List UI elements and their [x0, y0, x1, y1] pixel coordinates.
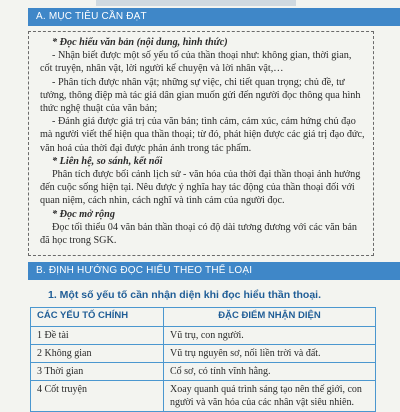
header-factor: CÁC YẾU TỐ CHÍNH	[31, 308, 164, 327]
row-factor: 2 Không gian	[31, 345, 164, 363]
reading-heading: * Đọc hiểu văn bản (nội dung, hình thức)	[52, 37, 228, 48]
subsection-title: 1. Một số yếu tố cần nhận diện khi đọc hiểu thần thoại.	[48, 289, 322, 301]
extend-text: Đọc tối thiểu 04 văn bản thần thoại có độ dài tương đương với các văn bản đã học trong SGK.	[40, 221, 358, 247]
table-header-row	[31, 308, 376, 327]
table-row	[31, 345, 376, 363]
section-b-header: B. ĐỊNH HƯỚNG ĐỌC HIỂU THEO THỂ LOẠI	[28, 262, 400, 280]
row-feature: Vũ trụ nguyên sơ, nối liền trời và đất.	[164, 345, 376, 363]
table-row	[31, 381, 376, 412]
table-row	[31, 327, 376, 345]
objectives-content	[40, 36, 366, 247]
table-row	[31, 363, 376, 381]
extend-heading: * Đọc mở rộng	[52, 208, 115, 220]
connect-heading: * Liên hệ, so sánh, kết nối	[52, 155, 163, 167]
reading-item-3: - Đánh giá được giá trị của văn bản; tình cảm, cảm xúc, cảm hứng chủ đạo mà người viết thể hiện qua thần thoại; từ đó, phát hiện được các giá trị đạo đức, văn hoá của thời đại được phản ánh trong tác phẩm.	[40, 116, 365, 154]
row-feature: Vũ trụ, con người.	[164, 327, 376, 345]
row-feature: Cổ sơ, có tính vĩnh hằng.	[164, 363, 376, 381]
reading-item-2: - Phân tích được nhân vật; những sự việc, chi tiết quan trọng; chủ đề, tư tưởng, thông điệp mà tác giả dân gian muốn gửi đến người đọc thông qua hình thức nghệ thuật của văn bản;	[40, 76, 361, 115]
top-decoration	[96, 0, 296, 6]
header-feature: ĐẶC ĐIỂM NHẬN DIỆN	[164, 308, 376, 327]
row-feature: Xoay quanh quá trình sáng tạo nên thế giới, con người và văn hóa của các nhân vật siêu nhiên.	[164, 381, 376, 412]
row-factor: 3 Thời gian	[31, 363, 164, 381]
connect-text: Phân tích được bối cảnh lịch sử - văn hóa của thời đại thần thoại ảnh hưởng đến cuộc sống hiện tại. Nêu được ý nghĩa hay tác động của thần thoại đối với quan niệm, cách nhìn, cách nghĩ và tình cảm của người đọc.	[40, 169, 361, 207]
row-factor: 4 Cốt truyện	[31, 381, 164, 412]
section-a-header: A. MỤC TIÊU CẦN ĐẠT	[28, 8, 400, 26]
row-factor: 1 Đề tài	[31, 327, 164, 345]
elements-table	[30, 307, 376, 412]
reading-item-1: - Nhận biết được một số yếu tố của thần thoại như: không gian, thời gian, cốt truyện, nhân vật, lời người kể chuyện và lời nhân vật,…	[40, 50, 352, 75]
